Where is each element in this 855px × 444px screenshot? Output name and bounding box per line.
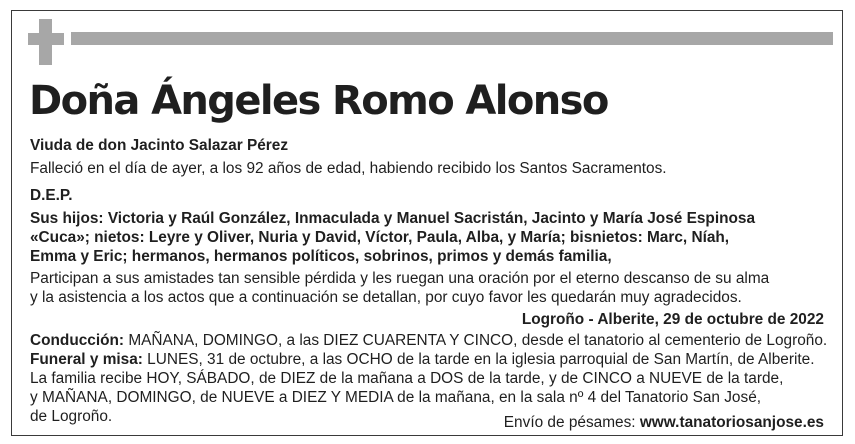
conduction-text: MAÑANA, DOMINGO, a las DIEZ CUARENTA Y CINCO, desde el tanatorio al cementerio de Logroño. <box>124 332 828 349</box>
visiting-line: La familia recibe HOY, SÁBADO, de DIEZ de la mañana a DOS de la tarde, y de CINCO a NUEVE de la tarde, <box>30 370 784 387</box>
visiting-line: y MAÑANA, DOMINGO, de NUEVE a DIEZ Y MEDIA de la mañana, en la sala nº 4 del Tanatorio San José, <box>30 389 762 406</box>
funeral-label: Funeral y misa: <box>30 351 143 368</box>
funeral-text: LUNES, 31 de octubre, a las OCHO de la tarde en la iglesia parroquial de San Martín, de Alberite. <box>142 351 815 368</box>
condolences-label: Envío de pésames: <box>503 414 640 431</box>
family-line: Sus hijos: Victoria y Raúl González, Inmaculada y Manuel Sacristán, Jacinto y María José Espinosa <box>30 210 756 227</box>
dep-line: D.E.P. <box>30 187 73 204</box>
invitation-line: y la asistencia a los actos que a continuación se detallan, por cuyo favor les quedarán muy agradecidos. <box>30 289 742 306</box>
condolences-link[interactable]: www.tanatoriosanjose.es <box>639 414 824 431</box>
invitation-line: Participan a sus amistades tan sensible pérdida y les ruegan una oración por el eterno descanso de su alma <box>30 270 770 287</box>
spouse-line: Viuda de don Jacinto Salazar Pérez <box>30 137 289 154</box>
deceased-name: Doña Ángeles Romo Alonso <box>29 78 608 124</box>
header-rule <box>71 32 833 45</box>
funeral-line <box>30 351 830 369</box>
conduction-line <box>30 332 830 350</box>
family-line: «Cuca»; nietos: Leyre y Oliver, Nuria y David, Víctor, Paula, Alba, y María; bisnietos: Marc, Níah, <box>30 229 730 246</box>
family-line: Emma y Eric; hermanos, hermanos políticos, sobrinos, primos y demás familia, <box>30 248 612 265</box>
place-date: Logroño - Alberite, 29 de octubre de 2022 <box>521 311 824 328</box>
condolences-line <box>504 414 824 432</box>
conduction-label: Conducción: <box>30 332 125 349</box>
latin-cross-icon <box>28 19 64 65</box>
visiting-line: de Logroño. <box>30 408 113 425</box>
death-notice: Falleció en el día de ayer, a los 92 años de edad, habiendo recibido los Santos Sacramentos. <box>30 160 667 177</box>
